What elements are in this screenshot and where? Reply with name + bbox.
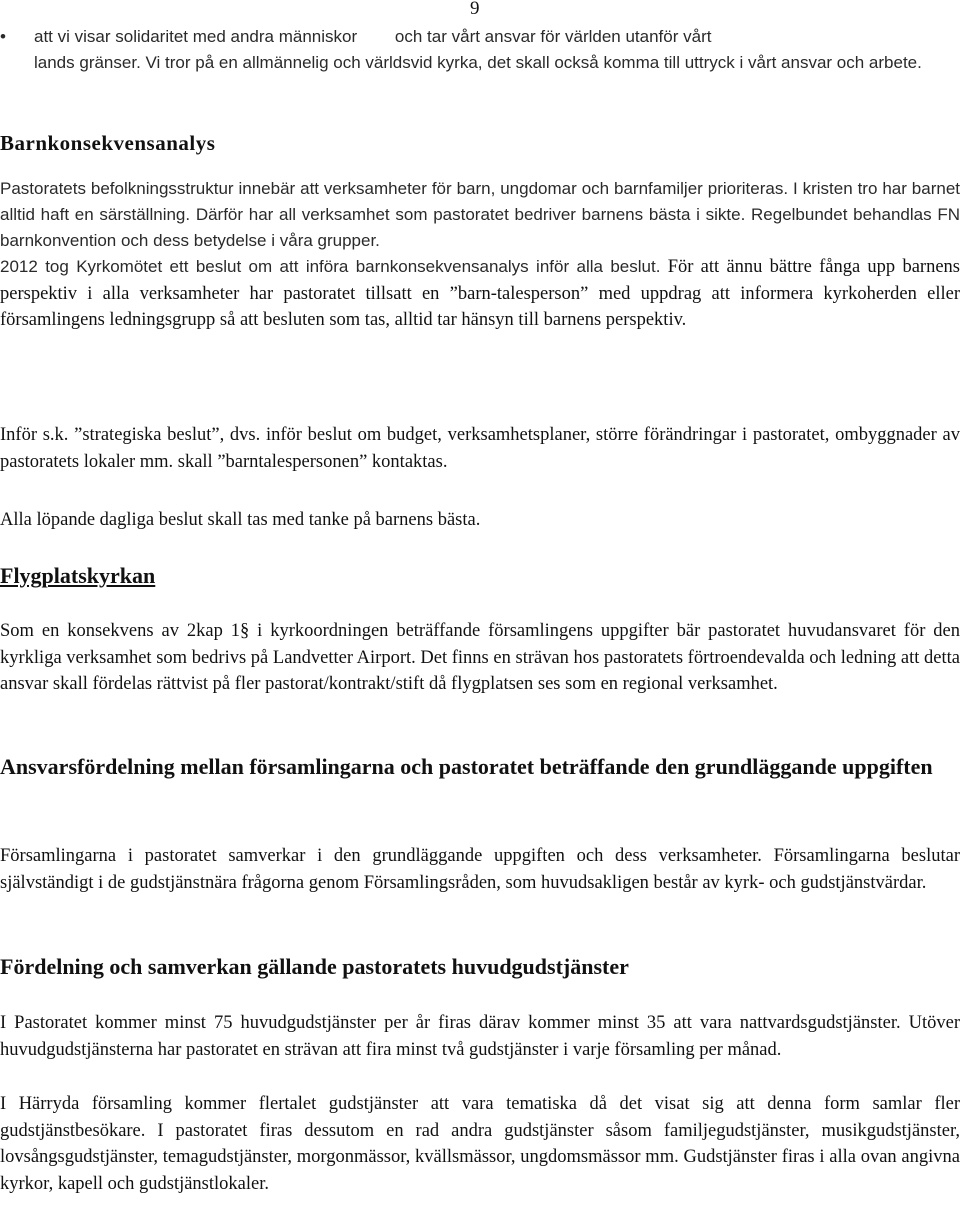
paragraph-sans-part: 2012 tog Kyrkomötet ett beslut om att införa barnkonsekvensanalys inför alla beslut. — [0, 257, 661, 276]
paragraph-harryda: I Härryda församling kommer flertalet gudstjänster att vara tematiska då det visat sig att denna form samlar fler gudstjänstbesökare. I pastoratet firas dessutom en rad andra gudstjänster såsom familjegudstjänster, musikgudstjänster, lovsångsgudstjänster, temagudstjänster, morgonmässor, kvällsmässor, ungdomsmässor mm. Gudstjänster firas i alla ovan angivna kyrkor, kapell och gudstjänstlokaler. — [0, 1094, 960, 1194]
paragraph-huvudgudstjanster: I Pastoratet kommer minst 75 huvudgudstjänster per år firas därav kommer minst 35 att vara nattvardsgudstjänster. Utöver huvudgudstjänsterna har pastoratet en strävan att fira minst två gudstjänster i varje församling per månad. — [0, 1013, 960, 1060]
bullet-item — [0, 24, 960, 76]
paragraph-ansvarsfordelning: Församlingarna i pastoratet samverkar i den grundläggande uppgiften och dess verksamheter. Församlingarna beslutar självständigt i de gudstjänstnära frågorna genom Församlingsråden, som huvudsakligen består av kyrk- och gudstjänstvärdar. — [0, 846, 960, 893]
paragraph-lopande-beslut: Alla löpande dagliga beslut skall tas med tanke på barnens bästa. — [0, 510, 481, 530]
section-barnkonsekvensanalys — [0, 128, 960, 334]
paragraph-strategiska-beslut: Inför s.k. ”strategiska beslut”, dvs. inför beslut om budget, verksamhetsplaner, större förändringar i pastoratet, ombyggnader av pastoratets lokaler mm. skall ”barntalespersonen” kontaktas. — [0, 425, 960, 472]
section-heading: Barnkonsekvensanalys — [0, 131, 216, 155]
section-heading-flygplatskyrkan: Flygplatskyrkan — [0, 563, 156, 588]
paragraph — [0, 254, 960, 334]
section-heading-fordelning: Fördelning och samverkan gällande pastoratets huvudgudstjänster — [0, 954, 629, 979]
page-number: 9 — [470, 0, 480, 19]
paragraph: Pastoratets befolkningsstruktur innebär att verksamheter för barn, ungdomar och barnfamiljer prioriteras. I kristen tro har barnet alltid haft en särställning. Därför har all verksamhet som pastoratet bedriver barnens bästa i sikte. Regelbundet behandlas FN barnkonvention och dess betydelse i våra grupper. — [0, 179, 960, 250]
bullet-icon: • — [0, 27, 6, 46]
paragraph-flygplatskyrkan: Som en konsekvens av 2kap 1§ i kyrkoordningen beträffande församlingens uppgifter bär pastoratet huvudansvaret för den kyrkliga verksamhet som bedrivs på Landvetter Airport. Det finns en strävan hos pastoratets förtroendevalda och ledning att detta ansvar skall fördelas rättvist på fler pastorat/kontrakt/stift då flygplatsen ses som en regional verksamhet. — [0, 621, 960, 694]
bullet-line-1: att vi visar solidaritet med andra människor och tar vårt ansvar för världen utanför vårt — [34, 27, 712, 46]
section-heading-ansvarsfordelning: Ansvarsfördelning mellan församlingarna och pastoratet beträffande den grundläggande uppgiften — [0, 754, 933, 779]
paragraph-serif-part: För att ännu bättre fånga upp barnens perspektiv i alla verksamheter har pastoratet tillsatt en ”barn-talesperson” med uppdrag att informera kyrkoherden eller församlingens ledningsgrupp så att besluten som tas, alltid tar hänsyn till barnens perspektiv. — [0, 257, 960, 330]
bullet-continuation: lands gränser. Vi tror på en allmännelig och världsvid kyrka, det skall också komma till uttryck i vårt ansvar och arbete. — [34, 53, 922, 72]
